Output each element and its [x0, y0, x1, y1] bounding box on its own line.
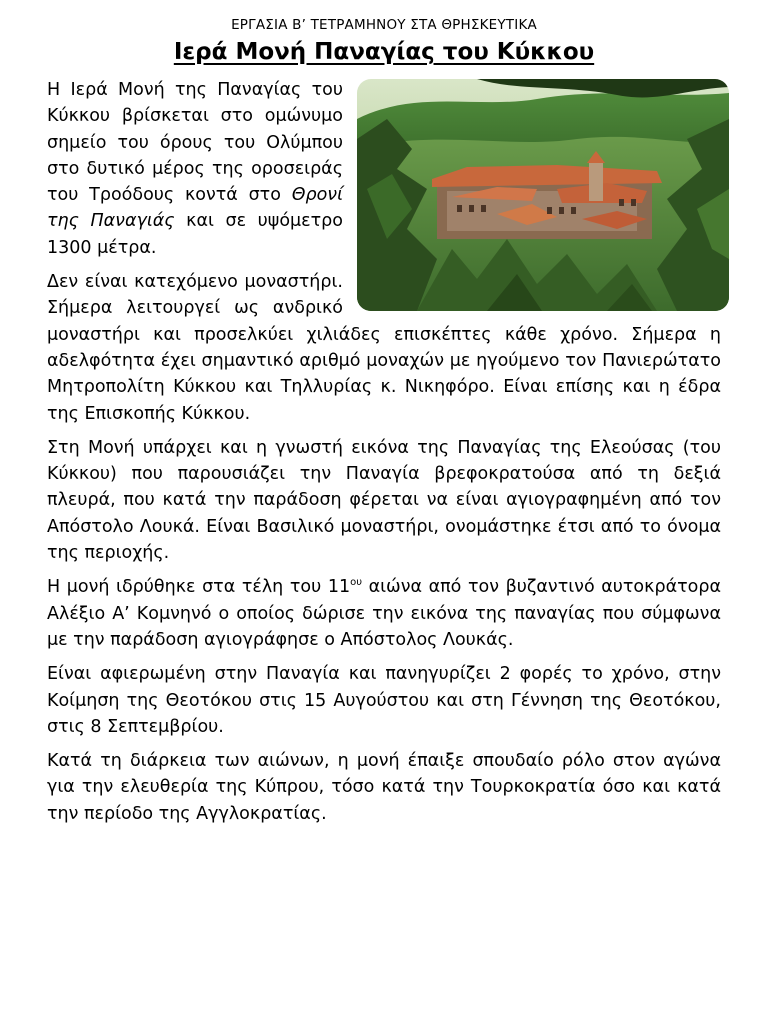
page-header: ΕΡΓΑΣΙΑ Β’ ΤΕΤΡΑΜΗΝΟΥ ΣΤΑ ΘΡΗΣΚΕΥΤΙΚΑ [231, 17, 537, 33]
paragraph-6: Κατά τη διάρκεια των αιώνων, η μονή έπαιξε σπουδαίο ρόλο στον αγώνα για την ελευθερία της Κύπρου, τόσο κατά την Τουρκοκρατία όσο και κατά την περίοδο της Αγγλοκρατίας. [47, 751, 721, 824]
document-body [47, 77, 721, 827]
paragraph-2: Δεν είναι κατεχόμενο μοναστήρι. Σήμερα λειτουργεί ως ανδρικό μοναστήρι και προσελκύει χιλιάδες επισκέπτες κάθε χρόνο. Σήμερα η αδελφότητα έχει σημαντικό αριθμό μοναχών με ηγούμενο τον Πανιερώτατο Μητροπολίτη Κύκκου και Τηλλυρίας κ. Νικηφόρο. Είναι επίσης και η έδρα της Επισκοπής Κύκκου. [47, 272, 721, 424]
paragraph-4 [47, 574, 721, 653]
paragraph-1-text-end: και σε υψόμετρο 1300 μέτρα. [47, 211, 343, 258]
monastery-photo-icon [357, 79, 729, 311]
paragraph-1-italic: Θρονί της Παναγιάς [47, 185, 343, 232]
paragraph-4-text: Η μονή ιδρύθηκε στα τέλη του 11 [47, 577, 351, 598]
paragraph-4-text-end: αιώνα από τον βυζαντινό αυτοκράτορα Αλέξιο Α’ Κομνηνό ο οποίος δώρισε την εικόνα της παναγίας που σύμφωνα με την παράδοση αγιογράφησε ο Απόστολος Λουκάς. [47, 577, 721, 650]
paragraph-4-superscript: ου [350, 577, 362, 589]
paragraph-3: Στη Μονή υπάρχει και η γνωστή εικόνα της Παναγίας της Ελεούσας (του Κύκκου) που παρουσιάζει την Παναγία βρεφοκρατούσα από τη δεξιά πλευρά, που κατά την παράδοση φέρεται να είναι αγιογραφημένη από τον Απόστολο Λουκά. Είναι Βασιλικό μοναστήρι, ονομάστηκε έτσι από το όνομα της περιοχής. [47, 437, 721, 564]
paragraph-1-text: Η Ιερά Μονή της Παναγίας του Κύκκου βρίσκεται στο ομώνυμο σημείο του όρους του Ολύμπου στο δυτικό μέρος της οροσειράς του Τροόδους κοντά στο [47, 80, 343, 206]
monastery-photo [357, 79, 729, 311]
paragraph-5: Είναι αφιερωμένη στην Παναγία και πανηγυρίζει 2 φορές το χρόνο, στην Κοίμηση της Θεοτόκου στις 15 Αυγούστου και στη Γέννηση της Θεοτόκου, στις 8 Σεπτεμβρίου. [47, 664, 721, 737]
page-title: Ιερά Μονή Παναγίας του Κύκκου [173, 39, 595, 65]
